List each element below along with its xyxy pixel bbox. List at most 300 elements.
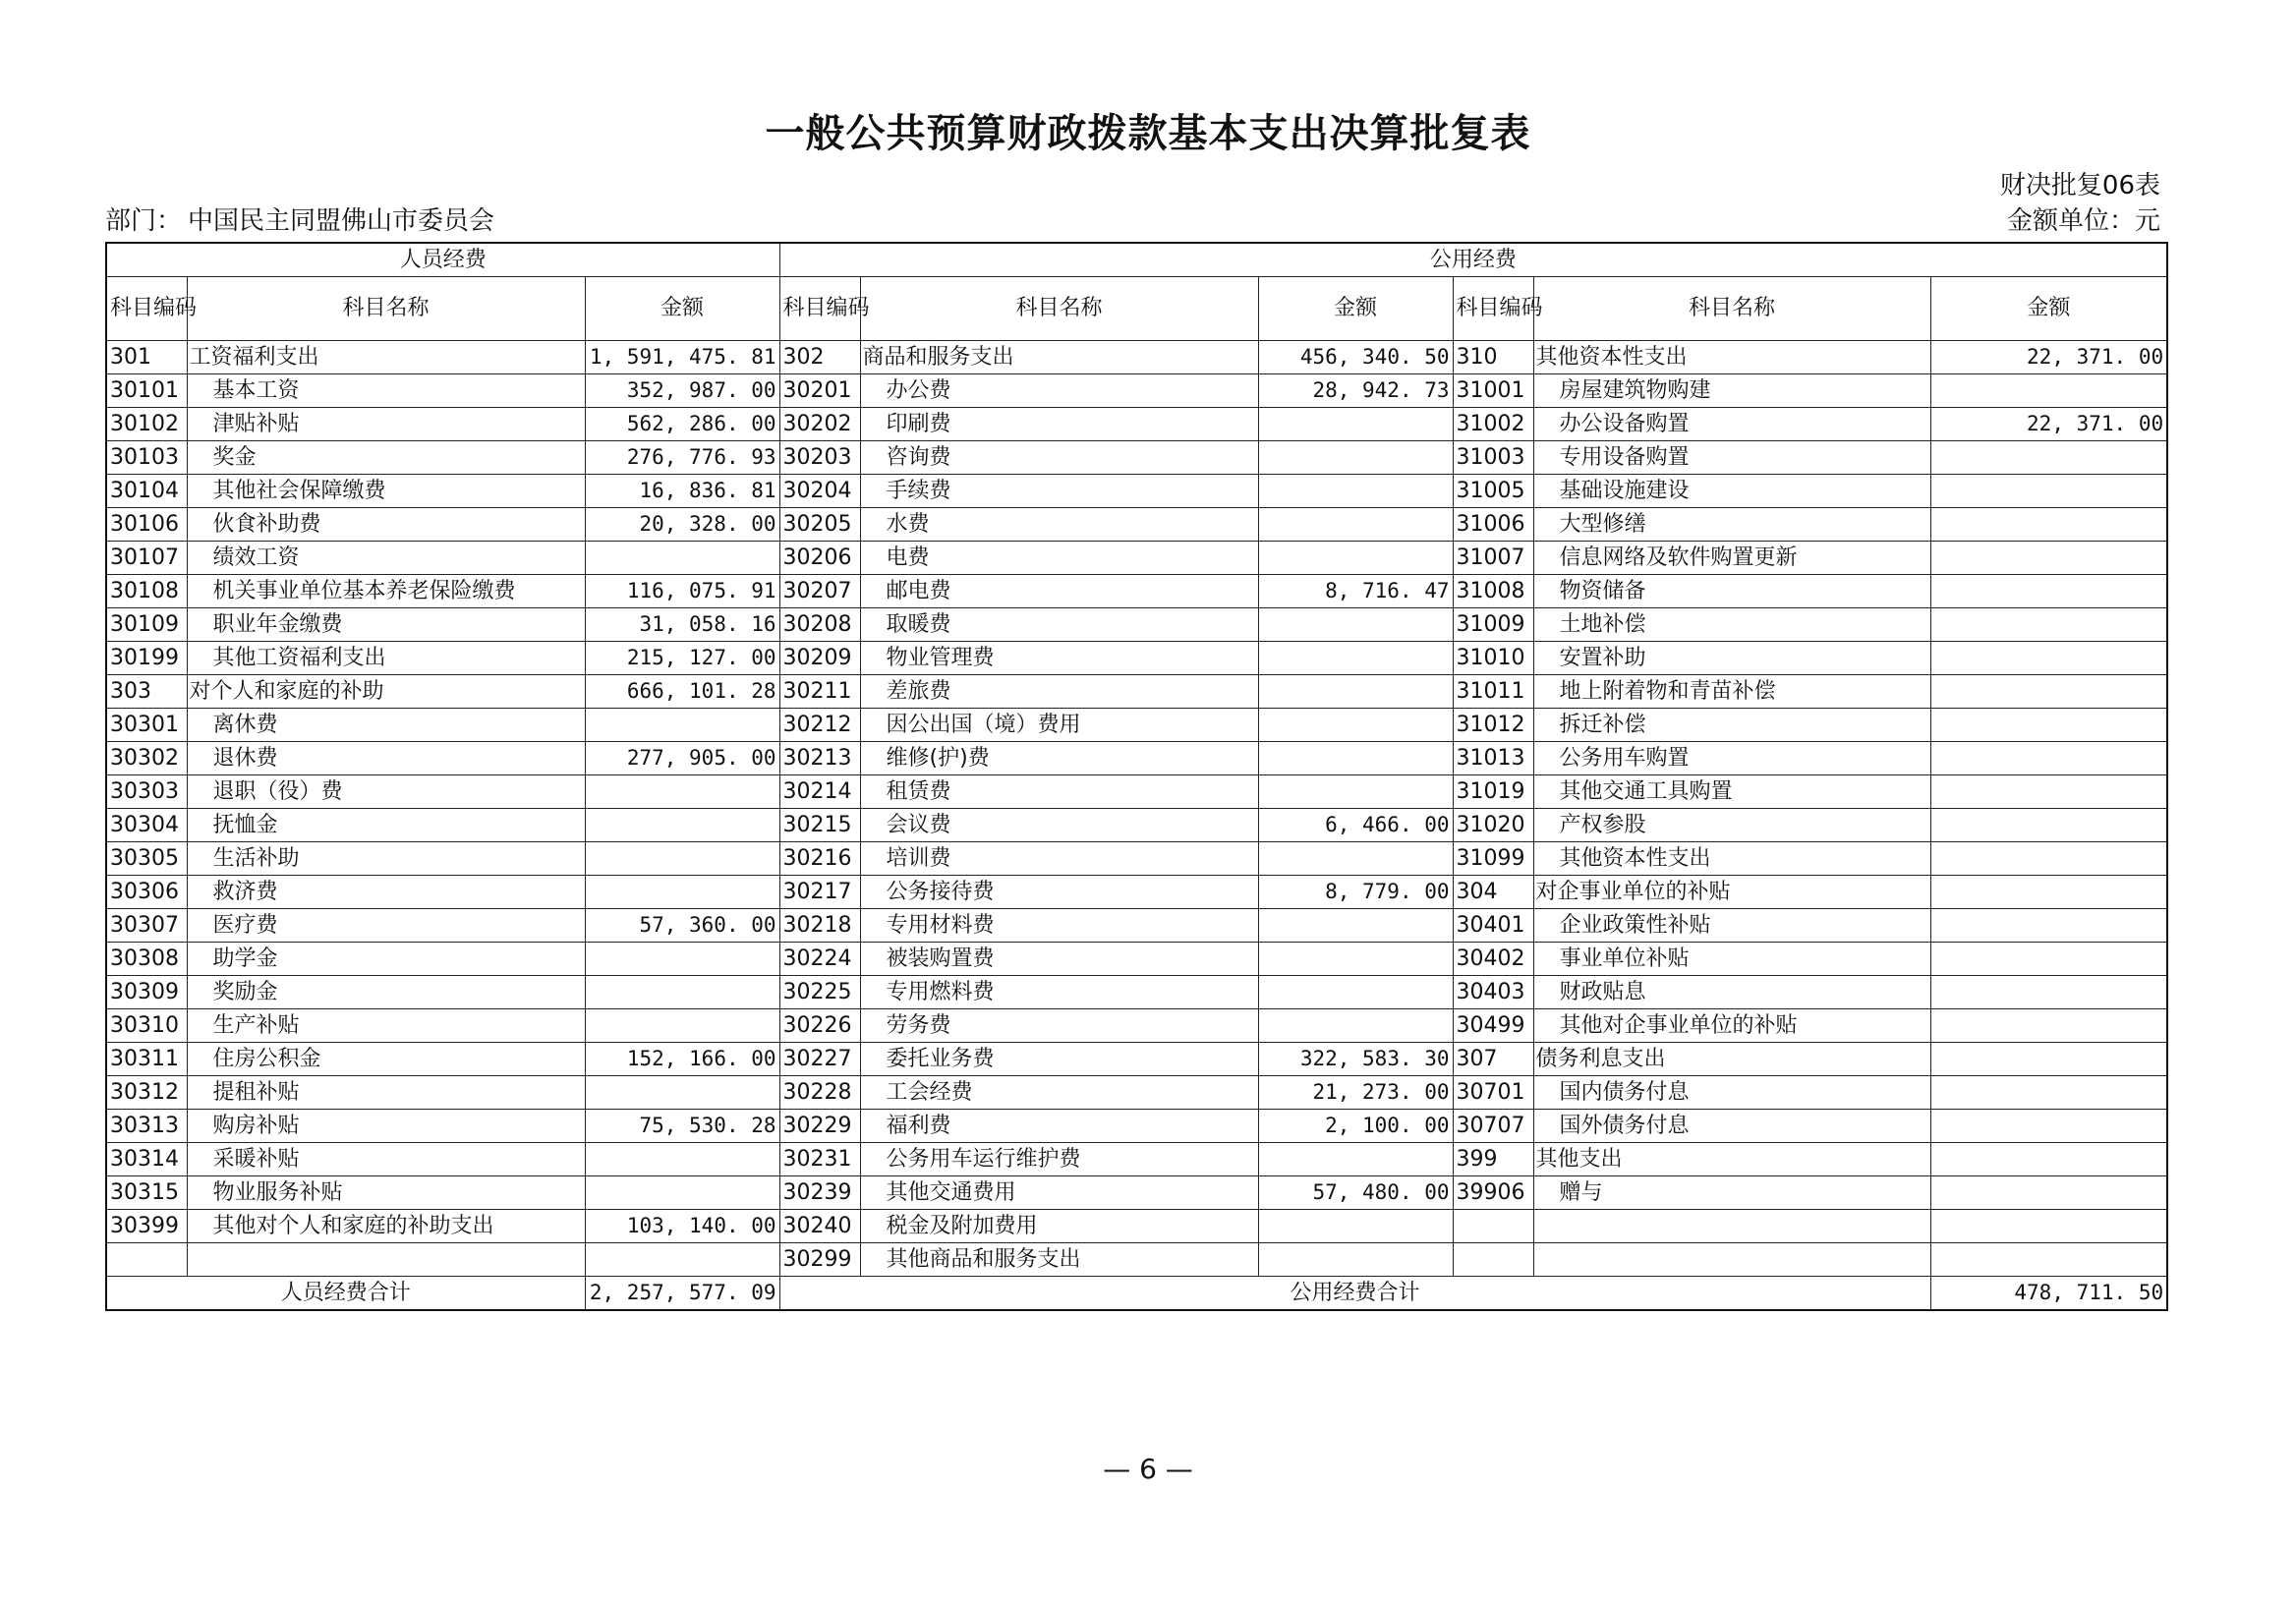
subject-code-cell: 31009 bbox=[1453, 608, 1533, 642]
amount-cell: 352, 987. 00 bbox=[585, 374, 779, 408]
amount-cell bbox=[1930, 742, 2167, 775]
page-title: 一般公共预算财政拨款基本支出决算批复表 bbox=[765, 111, 1531, 156]
subject-name-cell: 津贴补贴 bbox=[187, 408, 585, 441]
amount-cell bbox=[1930, 1110, 2167, 1143]
personnel-total-amount: 2, 257, 577. 09 bbox=[585, 1277, 779, 1311]
table-row bbox=[106, 709, 2167, 742]
amount-cell bbox=[1930, 1143, 2167, 1176]
amount-cell bbox=[585, 809, 779, 842]
amount-cell bbox=[585, 1009, 779, 1043]
subject-code-cell: 30303 bbox=[106, 775, 187, 809]
amount-cell bbox=[585, 1076, 779, 1110]
page-number: — 6 — bbox=[1103, 1453, 1193, 1485]
subject-name-cell: 国内债务付息 bbox=[1533, 1076, 1930, 1110]
amount-cell bbox=[1930, 1076, 2167, 1110]
amount-cell: 31, 058. 16 bbox=[585, 608, 779, 642]
amount-cell bbox=[1258, 976, 1453, 1009]
amount-cell: 57, 480. 00 bbox=[1258, 1176, 1453, 1210]
subject-name-cell: 离休费 bbox=[187, 709, 585, 742]
subject-name-cell bbox=[1533, 1243, 1930, 1277]
table-row bbox=[106, 542, 2167, 575]
amount-cell bbox=[1930, 1176, 2167, 1210]
subject-code-cell: 30299 bbox=[779, 1243, 860, 1277]
subject-name-cell: 其他交通工具购置 bbox=[1533, 775, 1930, 809]
subject-code-cell: 30701 bbox=[1453, 1076, 1533, 1110]
subject-name-cell: 伙食补助费 bbox=[187, 508, 585, 542]
subject-name-cell: 物业管理费 bbox=[860, 642, 1258, 675]
subject-name-cell: 奖励金 bbox=[187, 976, 585, 1009]
amount-cell: 456, 340. 50 bbox=[1258, 341, 1453, 374]
name-header: 科目名称 bbox=[187, 277, 585, 341]
table-row bbox=[106, 341, 2167, 374]
amount-cell bbox=[1258, 1210, 1453, 1243]
subject-code-cell: 31008 bbox=[1453, 575, 1533, 608]
amount-cell: 20, 328. 00 bbox=[585, 508, 779, 542]
subject-code-cell: 30109 bbox=[106, 608, 187, 642]
subject-name-cell: 其他对个人和家庭的补助支出 bbox=[187, 1210, 585, 1243]
table-row bbox=[106, 1143, 2167, 1176]
amount-cell: 22, 371. 00 bbox=[1930, 408, 2167, 441]
subject-code-cell: 30215 bbox=[779, 809, 860, 842]
subject-name-cell: 基础设施建设 bbox=[1533, 475, 1930, 508]
subject-code-cell: 39906 bbox=[1453, 1176, 1533, 1210]
amount-cell bbox=[1930, 475, 2167, 508]
subject-name-cell: 差旅费 bbox=[860, 675, 1258, 709]
subject-code-cell: 30707 bbox=[1453, 1110, 1533, 1143]
subject-code-cell: 30309 bbox=[106, 976, 187, 1009]
table-row bbox=[106, 1110, 2167, 1143]
subject-name-cell: 公务用车运行维护费 bbox=[860, 1143, 1258, 1176]
table-row bbox=[106, 943, 2167, 976]
form-number: 财决批复06表 bbox=[1999, 171, 2160, 200]
table-row bbox=[106, 642, 2167, 675]
subject-code-cell: 30231 bbox=[779, 1143, 860, 1176]
amount-cell: 103, 140. 00 bbox=[585, 1210, 779, 1243]
code-header: 科目编码 bbox=[1453, 277, 1533, 341]
subject-code-cell: 30226 bbox=[779, 1009, 860, 1043]
amount-header: 金额 bbox=[1930, 277, 2167, 341]
subject-name-cell: 大型修缮 bbox=[1533, 508, 1930, 542]
amount-cell bbox=[1930, 775, 2167, 809]
subject-code-cell: 31019 bbox=[1453, 775, 1533, 809]
subject-name-cell: 物资储备 bbox=[1533, 575, 1930, 608]
subject-code-cell: 30399 bbox=[106, 1210, 187, 1243]
table-row bbox=[106, 608, 2167, 642]
subject-name-cell: 工资福利支出 bbox=[187, 341, 585, 374]
subject-code-cell: 30240 bbox=[779, 1210, 860, 1243]
public-total-label: 公用经费合计 bbox=[779, 1277, 1930, 1311]
table-row bbox=[106, 1076, 2167, 1110]
subject-name-cell: 奖金 bbox=[187, 441, 585, 475]
subject-name-cell: 办公费 bbox=[860, 374, 1258, 408]
amount-cell bbox=[1930, 1210, 2167, 1243]
subject-code-cell: 31006 bbox=[1453, 508, 1533, 542]
subject-code-cell: 30202 bbox=[779, 408, 860, 441]
subject-name-cell: 专用燃料费 bbox=[860, 976, 1258, 1009]
subject-name-cell: 咨询费 bbox=[860, 441, 1258, 475]
subject-code-cell: 310 bbox=[1453, 341, 1533, 374]
amount-cell bbox=[1930, 976, 2167, 1009]
public-header: 公用经费 bbox=[779, 243, 2167, 277]
subject-name-cell: 其他资本性支出 bbox=[1533, 341, 1930, 374]
subject-name-cell: 被装购置费 bbox=[860, 943, 1258, 976]
amount-cell: 57, 360. 00 bbox=[585, 909, 779, 943]
subject-code-cell: 30217 bbox=[779, 876, 860, 909]
subject-code-cell: 30108 bbox=[106, 575, 187, 608]
subject-name-cell: 工会经费 bbox=[860, 1076, 1258, 1110]
subject-code-cell: 399 bbox=[1453, 1143, 1533, 1176]
subject-code-cell: 31011 bbox=[1453, 675, 1533, 709]
subject-code-cell: 31003 bbox=[1453, 441, 1533, 475]
subject-name-cell: 劳务费 bbox=[860, 1009, 1258, 1043]
subject-name-cell bbox=[187, 1243, 585, 1277]
subject-code-cell: 30313 bbox=[106, 1110, 187, 1143]
subject-name-cell: 提租补贴 bbox=[187, 1076, 585, 1110]
amount-cell: 2, 100. 00 bbox=[1258, 1110, 1453, 1143]
table-row bbox=[106, 1243, 2167, 1277]
table-row bbox=[106, 742, 2167, 775]
subject-name-cell: 因公出国（境）费用 bbox=[860, 709, 1258, 742]
subject-code-cell: 30207 bbox=[779, 575, 860, 608]
amount-cell: 8, 779. 00 bbox=[1258, 876, 1453, 909]
subject-code-cell: 30205 bbox=[779, 508, 860, 542]
subject-name-cell: 事业单位补贴 bbox=[1533, 943, 1930, 976]
amount-cell: 21, 273. 00 bbox=[1258, 1076, 1453, 1110]
subject-code-cell: 30314 bbox=[106, 1143, 187, 1176]
table-row bbox=[106, 1009, 2167, 1043]
subject-code-cell: 31001 bbox=[1453, 374, 1533, 408]
amount-cell bbox=[585, 1143, 779, 1176]
amount-cell bbox=[1930, 374, 2167, 408]
code-header: 科目编码 bbox=[106, 277, 187, 341]
subject-code-cell: 31005 bbox=[1453, 475, 1533, 508]
subject-code-cell: 30212 bbox=[779, 709, 860, 742]
amount-cell bbox=[1930, 675, 2167, 709]
subject-code-cell: 31099 bbox=[1453, 842, 1533, 876]
department-line bbox=[105, 200, 500, 237]
subject-code-cell: 31013 bbox=[1453, 742, 1533, 775]
expenditure-table bbox=[105, 242, 2168, 1311]
amount-cell: 16, 836. 81 bbox=[585, 475, 779, 508]
subject-name-cell: 租赁费 bbox=[860, 775, 1258, 809]
table-row bbox=[106, 475, 2167, 508]
subject-code-cell: 30310 bbox=[106, 1009, 187, 1043]
department-label: 部门： bbox=[105, 206, 183, 236]
amount-cell bbox=[1258, 542, 1453, 575]
subject-code-cell: 30403 bbox=[1453, 976, 1533, 1009]
amount-cell bbox=[1930, 876, 2167, 909]
amount-cell: 277, 905. 00 bbox=[585, 742, 779, 775]
amount-cell bbox=[1258, 642, 1453, 675]
subject-name-cell: 财政贴息 bbox=[1533, 976, 1930, 1009]
amount-cell bbox=[585, 709, 779, 742]
amount-cell bbox=[1930, 508, 2167, 542]
amount-cell bbox=[585, 842, 779, 876]
subject-code-cell: 31002 bbox=[1453, 408, 1533, 441]
subject-name-cell: 生产补贴 bbox=[187, 1009, 585, 1043]
subject-code-cell: 30209 bbox=[779, 642, 860, 675]
subject-name-cell: 地上附着物和青苗补偿 bbox=[1533, 675, 1930, 709]
amount-cell bbox=[1258, 943, 1453, 976]
subject-name-cell: 其他资本性支出 bbox=[1533, 842, 1930, 876]
amount-cell: 1, 591, 475. 81 bbox=[585, 341, 779, 374]
amount-cell bbox=[1258, 408, 1453, 441]
subject-name-cell: 办公设备购置 bbox=[1533, 408, 1930, 441]
personnel-header: 人员经费 bbox=[106, 243, 779, 277]
subject-name-cell: 拆迁补偿 bbox=[1533, 709, 1930, 742]
amount-cell: 215, 127. 00 bbox=[585, 642, 779, 675]
subject-code-cell: 30302 bbox=[106, 742, 187, 775]
subject-name-cell: 电费 bbox=[860, 542, 1258, 575]
amount-cell: 75, 530. 28 bbox=[585, 1110, 779, 1143]
subject-name-cell: 医疗费 bbox=[187, 909, 585, 943]
subject-name-cell: 其他支出 bbox=[1533, 1143, 1930, 1176]
subject-code-cell: 30102 bbox=[106, 408, 187, 441]
amount-cell bbox=[1930, 809, 2167, 842]
amount-cell bbox=[1930, 1043, 2167, 1076]
amount-cell bbox=[1258, 709, 1453, 742]
subject-code-cell: 30401 bbox=[1453, 909, 1533, 943]
subject-name-cell: 房屋建筑物购建 bbox=[1533, 374, 1930, 408]
subject-name-cell: 信息网络及软件购置更新 bbox=[1533, 542, 1930, 575]
table-row bbox=[106, 408, 2167, 441]
personnel-total-label: 人员经费合计 bbox=[106, 1277, 585, 1311]
subject-name-cell: 国外债务付息 bbox=[1533, 1110, 1930, 1143]
subject-code-cell: 30103 bbox=[106, 441, 187, 475]
subject-name-cell: 救济费 bbox=[187, 876, 585, 909]
subject-name-cell: 基本工资 bbox=[187, 374, 585, 408]
amount-header: 金额 bbox=[585, 277, 779, 341]
table-row bbox=[106, 374, 2167, 408]
amount-cell bbox=[585, 876, 779, 909]
subject-code-cell: 30206 bbox=[779, 542, 860, 575]
amount-cell: 8, 716. 47 bbox=[1258, 575, 1453, 608]
amount-cell bbox=[585, 542, 779, 575]
amount-cell: 666, 101. 28 bbox=[585, 675, 779, 709]
subject-code-cell: 30199 bbox=[106, 642, 187, 675]
subject-code-cell: 30229 bbox=[779, 1110, 860, 1143]
subject-code-cell: 303 bbox=[106, 675, 187, 709]
subject-name-cell: 生活补助 bbox=[187, 842, 585, 876]
amount-cell: 22, 371. 00 bbox=[1930, 341, 2167, 374]
subject-code-cell: 30101 bbox=[106, 374, 187, 408]
subject-code-cell: 30301 bbox=[106, 709, 187, 742]
subject-name-cell: 抚恤金 bbox=[187, 809, 585, 842]
table-row bbox=[106, 775, 2167, 809]
subject-name-cell: 其他交通费用 bbox=[860, 1176, 1258, 1210]
table-row bbox=[106, 675, 2167, 709]
amount-cell: 322, 583. 30 bbox=[1258, 1043, 1453, 1076]
subject-code-cell: 30305 bbox=[106, 842, 187, 876]
subject-code-cell: 30214 bbox=[779, 775, 860, 809]
subject-name-cell: 退职（役）费 bbox=[187, 775, 585, 809]
amount-cell bbox=[1258, 475, 1453, 508]
subject-name-cell bbox=[1533, 1210, 1930, 1243]
amount-cell bbox=[1258, 775, 1453, 809]
subject-code-cell: 302 bbox=[779, 341, 860, 374]
subject-name-cell: 对企事业单位的补贴 bbox=[1533, 876, 1930, 909]
amount-cell bbox=[1930, 642, 2167, 675]
amount-cell bbox=[1930, 1243, 2167, 1277]
amount-cell bbox=[1258, 1009, 1453, 1043]
subject-code-cell: 30308 bbox=[106, 943, 187, 976]
amount-cell bbox=[1930, 441, 2167, 475]
amount-cell: 152, 166. 00 bbox=[585, 1043, 779, 1076]
subject-name-cell: 水费 bbox=[860, 508, 1258, 542]
amount-unit: 金额单位：元 bbox=[2006, 206, 2160, 236]
table-row bbox=[106, 909, 2167, 943]
amount-cell bbox=[1258, 842, 1453, 876]
subject-name-cell: 产权参股 bbox=[1533, 809, 1930, 842]
subject-name-cell: 赠与 bbox=[1533, 1176, 1930, 1210]
subject-code-cell: 30227 bbox=[779, 1043, 860, 1076]
subject-code-cell: 30211 bbox=[779, 675, 860, 709]
table-row bbox=[106, 876, 2167, 909]
subject-name-cell: 安置补助 bbox=[1533, 642, 1930, 675]
subject-code-cell: 307 bbox=[1453, 1043, 1533, 1076]
table-row bbox=[106, 1043, 2167, 1076]
table-row bbox=[106, 842, 2167, 876]
subject-code-cell: 31012 bbox=[1453, 709, 1533, 742]
subject-code-cell: 31007 bbox=[1453, 542, 1533, 575]
amount-cell bbox=[1258, 608, 1453, 642]
amount-cell bbox=[1258, 1243, 1453, 1277]
subject-name-cell: 其他工资福利支出 bbox=[187, 642, 585, 675]
subject-name-cell: 职业年金缴费 bbox=[187, 608, 585, 642]
subject-code-cell: 30499 bbox=[1453, 1009, 1533, 1043]
table-row bbox=[106, 508, 2167, 542]
subject-code-cell bbox=[1453, 1243, 1533, 1277]
amount-cell bbox=[1930, 909, 2167, 943]
subject-name-cell: 手续费 bbox=[860, 475, 1258, 508]
amount-cell bbox=[585, 976, 779, 1009]
subject-name-cell: 物业服务补贴 bbox=[187, 1176, 585, 1210]
amount-cell bbox=[1930, 842, 2167, 876]
department-name: 中国民主同盟佛山市委员会 bbox=[188, 206, 495, 236]
code-header: 科目编码 bbox=[779, 277, 860, 341]
subject-name-cell: 专用材料费 bbox=[860, 909, 1258, 943]
subject-code-cell: 30224 bbox=[779, 943, 860, 976]
subject-name-cell: 税金及附加费用 bbox=[860, 1210, 1258, 1243]
table-row bbox=[106, 575, 2167, 608]
table-row bbox=[106, 1176, 2167, 1210]
subject-code-cell: 30208 bbox=[779, 608, 860, 642]
amount-cell bbox=[585, 775, 779, 809]
name-header: 科目名称 bbox=[1533, 277, 1930, 341]
subject-name-cell: 福利费 bbox=[860, 1110, 1258, 1143]
subject-code-cell: 30311 bbox=[106, 1043, 187, 1076]
amount-cell bbox=[1930, 542, 2167, 575]
amount-cell: 116, 075. 91 bbox=[585, 575, 779, 608]
amount-cell: 6, 466. 00 bbox=[1258, 809, 1453, 842]
subject-code-cell: 30225 bbox=[779, 976, 860, 1009]
subject-name-cell: 购房补贴 bbox=[187, 1110, 585, 1143]
subject-code-cell: 30402 bbox=[1453, 943, 1533, 976]
subject-code-cell: 30218 bbox=[779, 909, 860, 943]
amount-cell bbox=[1258, 441, 1453, 475]
subject-code-cell: 30203 bbox=[779, 441, 860, 475]
subject-code-cell: 30315 bbox=[106, 1176, 187, 1210]
subject-code-cell: 31020 bbox=[1453, 809, 1533, 842]
subject-code-cell: 30216 bbox=[779, 842, 860, 876]
subject-name-cell: 维修(护)费 bbox=[860, 742, 1258, 775]
subject-name-cell: 印刷费 bbox=[860, 408, 1258, 441]
amount-cell bbox=[1258, 742, 1453, 775]
amount-cell bbox=[1930, 943, 2167, 976]
subject-code-cell: 30228 bbox=[779, 1076, 860, 1110]
subject-code-cell: 31010 bbox=[1453, 642, 1533, 675]
subject-code-cell: 30239 bbox=[779, 1176, 860, 1210]
subject-name-cell: 土地补偿 bbox=[1533, 608, 1930, 642]
subject-code-cell: 30107 bbox=[106, 542, 187, 575]
amount-cell bbox=[1930, 709, 2167, 742]
amount-header: 金额 bbox=[1258, 277, 1453, 341]
subject-name-cell: 会议费 bbox=[860, 809, 1258, 842]
subject-name-cell: 培训费 bbox=[860, 842, 1258, 876]
subject-name-cell: 企业政策性补贴 bbox=[1533, 909, 1930, 943]
subject-name-cell: 住房公积金 bbox=[187, 1043, 585, 1076]
subject-code-cell bbox=[1453, 1210, 1533, 1243]
subject-name-cell: 对个人和家庭的补助 bbox=[187, 675, 585, 709]
subject-name-cell: 其他社会保障缴费 bbox=[187, 475, 585, 508]
subject-name-cell: 其他商品和服务支出 bbox=[860, 1243, 1258, 1277]
amount-cell bbox=[585, 943, 779, 976]
subject-code-cell: 30304 bbox=[106, 809, 187, 842]
subject-name-cell: 委托业务费 bbox=[860, 1043, 1258, 1076]
subject-name-cell: 取暖费 bbox=[860, 608, 1258, 642]
subject-code-cell bbox=[106, 1243, 187, 1277]
public-total-amount: 478, 711. 50 bbox=[1930, 1277, 2167, 1311]
subject-code-cell: 30213 bbox=[779, 742, 860, 775]
subject-name-cell: 退休费 bbox=[187, 742, 585, 775]
amount-cell: 28, 942. 73 bbox=[1258, 374, 1453, 408]
table-row bbox=[106, 441, 2167, 475]
subject-name-cell: 商品和服务支出 bbox=[860, 341, 1258, 374]
subject-name-cell: 其他对企事业单位的补贴 bbox=[1533, 1009, 1930, 1043]
subject-name-cell: 机关事业单位基本养老保险缴费 bbox=[187, 575, 585, 608]
table-row bbox=[106, 1210, 2167, 1243]
subject-code-cell: 30201 bbox=[779, 374, 860, 408]
amount-cell: 562, 286. 00 bbox=[585, 408, 779, 441]
table-row bbox=[106, 976, 2167, 1009]
subject-code-cell: 30104 bbox=[106, 475, 187, 508]
amount-cell bbox=[585, 1176, 779, 1210]
subject-name-cell: 采暖补贴 bbox=[187, 1143, 585, 1176]
subject-name-cell: 公务接待费 bbox=[860, 876, 1258, 909]
subject-code-cell: 30307 bbox=[106, 909, 187, 943]
amount-cell bbox=[1930, 1009, 2167, 1043]
amount-cell: 276, 776. 93 bbox=[585, 441, 779, 475]
amount-cell bbox=[1258, 1143, 1453, 1176]
name-header: 科目名称 bbox=[860, 277, 1258, 341]
amount-cell bbox=[1930, 575, 2167, 608]
subject-name-cell: 绩效工资 bbox=[187, 542, 585, 575]
subject-name-cell: 债务利息支出 bbox=[1533, 1043, 1930, 1076]
amount-cell bbox=[1258, 675, 1453, 709]
subject-name-cell: 公务用车购置 bbox=[1533, 742, 1930, 775]
subject-name-cell: 专用设备购置 bbox=[1533, 441, 1930, 475]
amount-cell bbox=[1258, 909, 1453, 943]
table-row bbox=[106, 809, 2167, 842]
subject-code-cell: 30106 bbox=[106, 508, 187, 542]
amount-cell bbox=[1258, 508, 1453, 542]
subject-code-cell: 301 bbox=[106, 341, 187, 374]
subject-code-cell: 30312 bbox=[106, 1076, 187, 1110]
amount-cell bbox=[1930, 608, 2167, 642]
amount-cell bbox=[585, 1243, 779, 1277]
subject-name-cell: 邮电费 bbox=[860, 575, 1258, 608]
subject-name-cell: 助学金 bbox=[187, 943, 585, 976]
